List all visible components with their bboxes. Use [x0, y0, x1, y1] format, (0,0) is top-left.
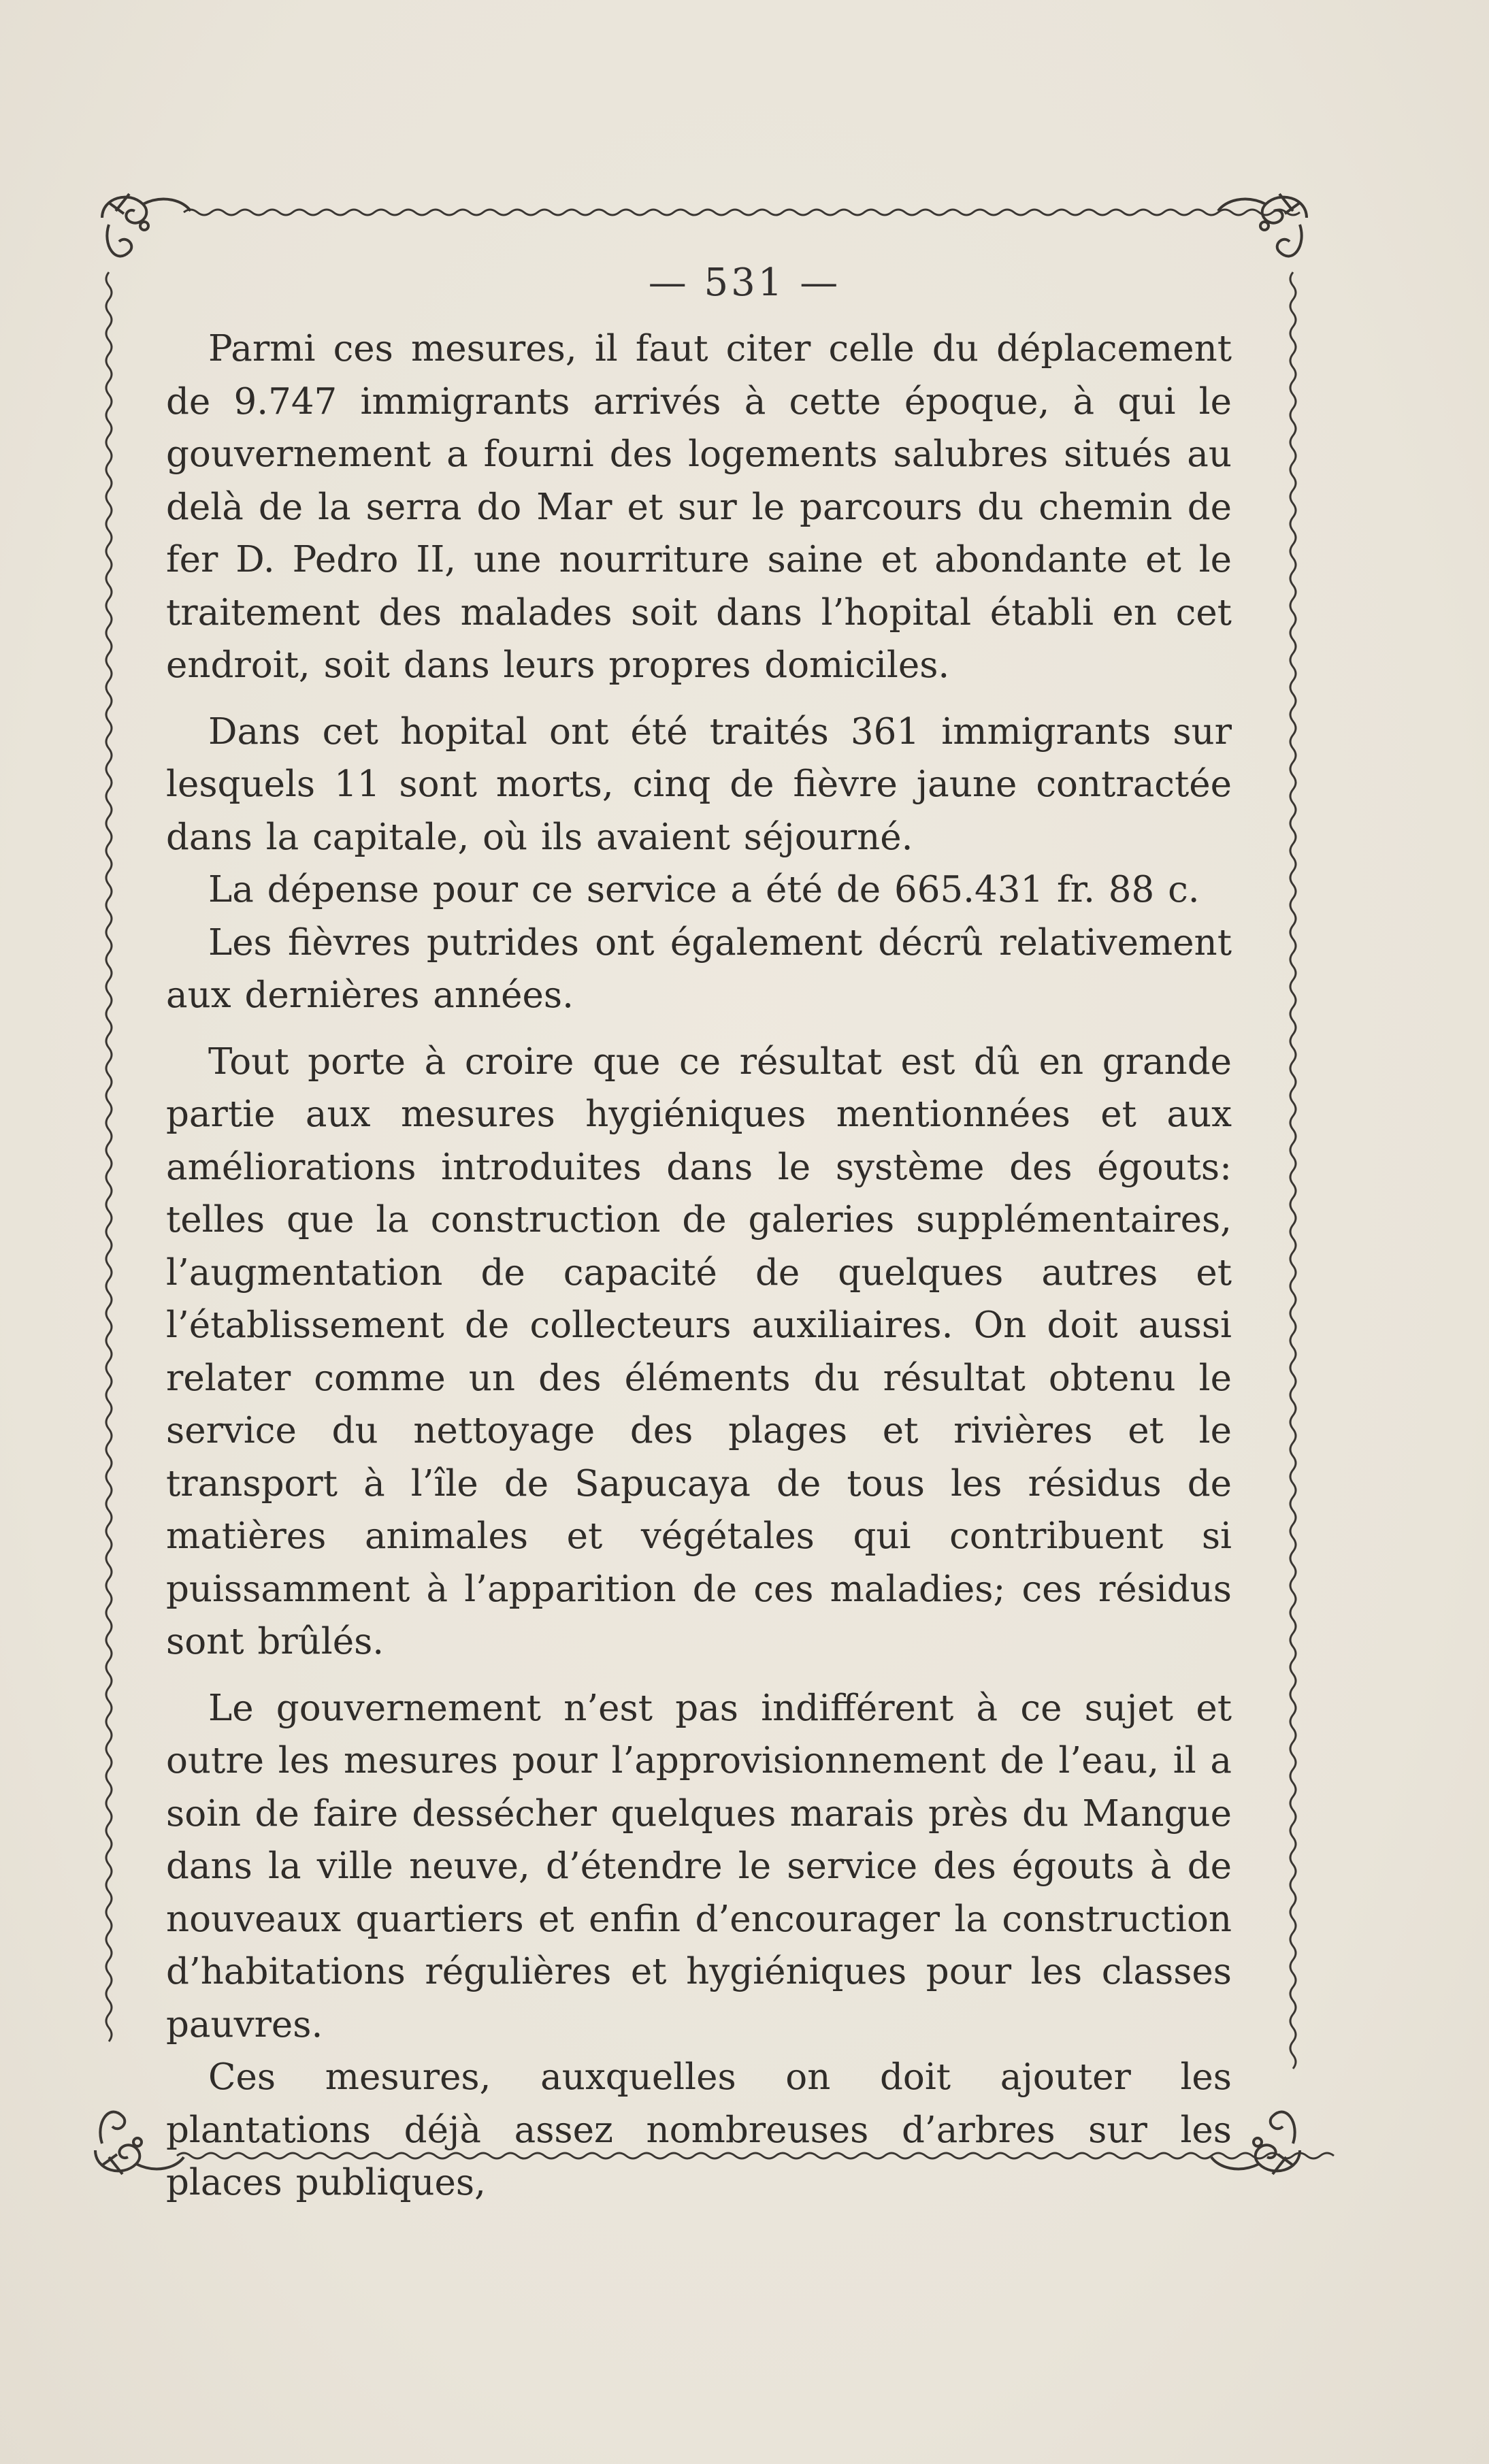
paragraph: Le gouvernement n’est pas indifférent à ce sujet et outre les mesures pour l’approvisionnement de l’eau, il a soin de faire dessécher quelques marais près du Mangue dans la ville neuve, d’étendre le service des égouts à de nouveaux quartiers et enfin d’encourager la construction d’habitations régulières et hygiéniques pour les classes pauvres.: [166, 1687, 1232, 2046]
paragraph: Tout porte à croire que ce résultat est dû en grande partie aux mesures hygiéniques mentionnées et aux améliorations introduites dans le système des égouts: telles que la construction de galeries supplémentaires, l’augmentation de capacité de quelques autres et l’établissement de collecteurs auxiliaires. On doit aussi relater comme un des éléments du résultat obtenu le service du nettoyage des plages et rivières et le transport à l’île de Sapucaya de tous les résidus de matières animales et végétales qui contribuent si puissamment à l’apparition de ces maladies; ces résidus sont brûlés.: [166, 1040, 1232, 1662]
paragraph: Les fièvres putrides ont également décrû relativement aux dernières années.: [166, 921, 1232, 1016]
top-wavy-rule: [184, 210, 1300, 215]
paragraph: Dans cet hopital ont été traités 361 immigrants sur lesquels 11 sont morts, cinq de fièvre jaune contractée dans la capitale, où ils avaient séjourné.: [166, 710, 1232, 858]
paragraph: Ces mesures, auxquelles on doit ajouter les plantations déjà assez nombreuses d’arbres sur les places publiques,: [166, 2056, 1232, 2203]
right-wavy-rule: [1290, 272, 1296, 2069]
paragraph: La dépense pour ce service a été de 665.431 fr. 88 c.: [208, 869, 1200, 910]
page-number: — 531 —: [648, 261, 841, 305]
left-wavy-rule: [106, 272, 112, 2041]
body-text: [166, 323, 1232, 2210]
paragraph: Parmi ces mesures, il faut citer celle du déplacement de 9.747 immigrants arrivés à cette époque, à qui le gouvernement a fourni des logements salubres situés au delà de la serra do Mar et sur le parcours du chemin de fer D. Pedro II, une nourriture saine et abondante et le traitement des malades soit dans l’hopital établi en cet endroit, soit dans leurs propres domiciles.: [166, 328, 1232, 686]
